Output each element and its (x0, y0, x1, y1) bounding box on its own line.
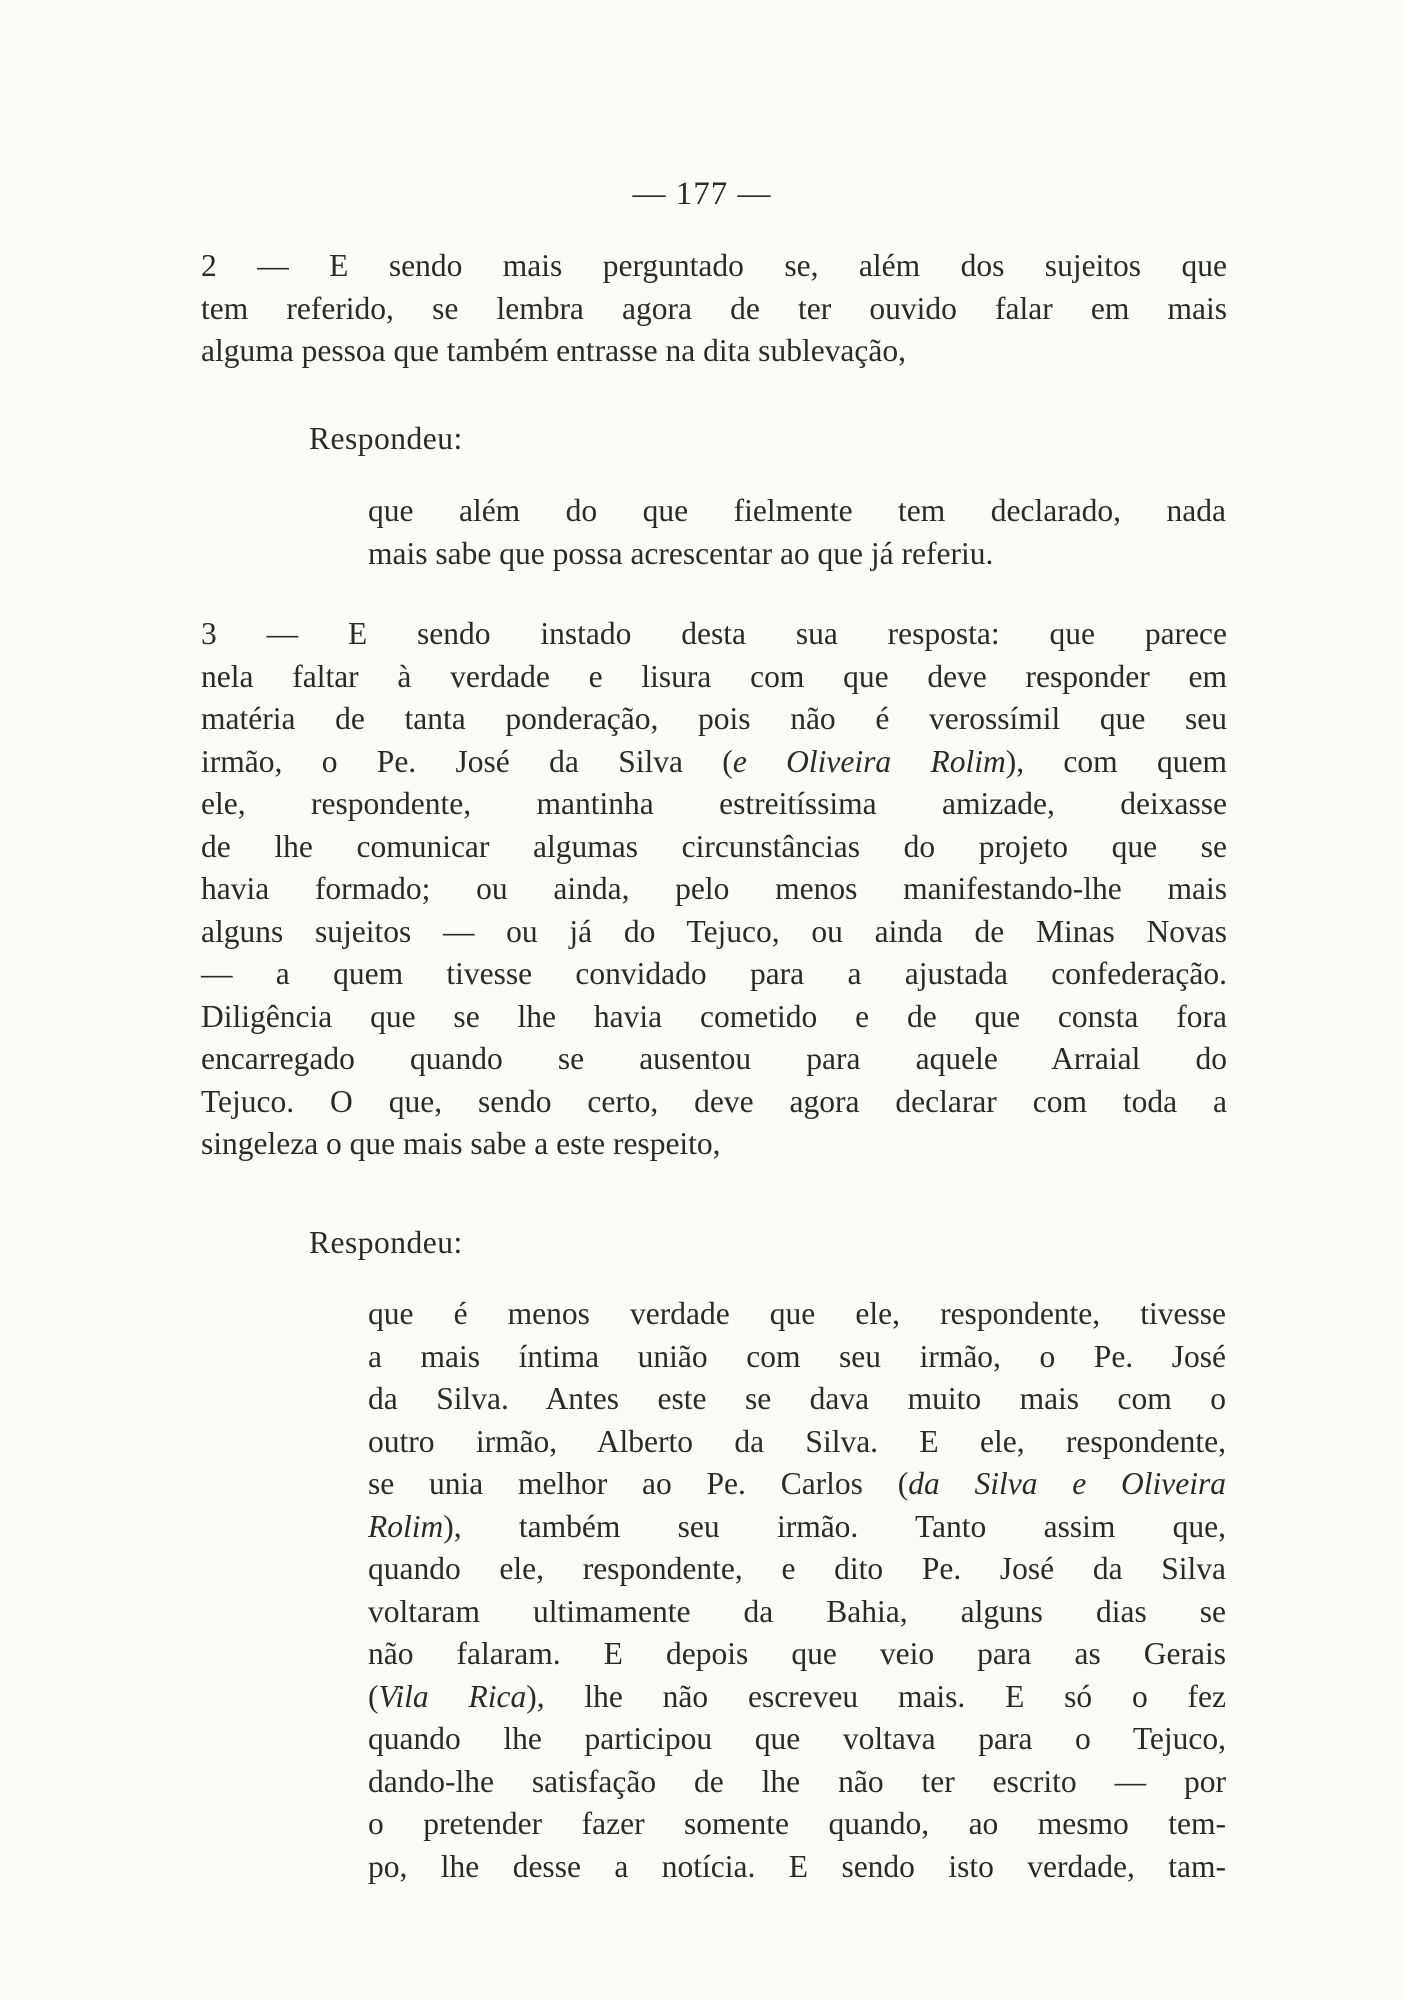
text-line: a mais íntima união com seu irmão, o Pe. José (368, 1338, 1226, 1374)
text-line: 3 — E sendo instado desta sua resposta: que parece (201, 616, 1227, 651)
text-line: nela faltar à verdade e lisura com que deve responder em (201, 658, 1227, 694)
text-line: voltaram ultimamente da Bahia, alguns dias se (368, 1593, 1226, 1629)
text-line: matéria de tanta ponderação, pois não é verossímil que seu (201, 701, 1227, 736)
text-line: encarregado quando se ausentou para aquele Arraial do (201, 1041, 1227, 1076)
text-line: outro irmão, Alberto da Silva. E ele, respondente, (368, 1423, 1226, 1459)
italic-name: da Silva e Oliveira (908, 1466, 1226, 1501)
italic-place: Vila Rica (378, 1678, 527, 1714)
text-line: 2 — E sendo mais perguntado se, além dos sujeitos que (201, 248, 1227, 283)
text-segment: ), também seu irmão. Tanto assim que, (443, 1508, 1226, 1544)
text-line: quando lhe participou que voltava para o Tejuco, (368, 1721, 1226, 1756)
text-line: singeleza o que mais sabe a este respeito, (201, 1126, 721, 1161)
text-segment: ), lhe não escreveu mais. E só o fez (526, 1678, 1226, 1714)
text-line: não falaram. E depois que veio para as Gerais (368, 1636, 1226, 1671)
text-line: Tejuco. O que, sendo certo, deve agora declarar com toda a (201, 1083, 1227, 1119)
text-line: po, lhe desse a notícia. E sendo isto verdade, tam- (368, 1848, 1226, 1884)
text-line: mais sabe que possa acrescentar ao que já referiu. (368, 535, 994, 571)
text-line: da Silva. Antes este se dava muito mais com o (368, 1381, 1226, 1416)
response-1-paragraph (368, 490, 1226, 575)
italic-name: e Oliveira Rolim (732, 743, 1006, 779)
text-line: Diligência que se lhe havia cometido e de que consta fora (201, 998, 1227, 1034)
text-line: que é menos verdade que ele, respondente, tivesse (368, 1296, 1226, 1331)
response-2-label: Respondeu: (309, 1225, 463, 1260)
text-line (368, 1463, 1226, 1506)
text-line: alguma pessoa que também entrasse na dita sublevação, (201, 333, 906, 368)
question-2-paragraph (201, 245, 1227, 373)
text-line: alguns sujeitos — ou já do Tejuco, ou ainda de Minas Novas (201, 913, 1227, 949)
page-number: — 177 — (632, 176, 772, 212)
text-segment: ( (368, 1678, 379, 1714)
text-line: — a quem tivesse convidado para a ajustada confederação. (201, 956, 1227, 991)
text-segment: ), com quem (1005, 743, 1227, 779)
text-line: que além do que fielmente tem declarado, nada (368, 493, 1226, 528)
text-line: quando ele, respondente, e dito Pe. José da Silva (368, 1551, 1226, 1586)
text-line: havia formado; ou ainda, pelo menos manifestando-lhe mais (201, 871, 1227, 906)
text-line: de lhe comunicar algumas circunstâncias do projeto que se (201, 828, 1227, 864)
text-line (368, 1676, 1226, 1719)
text-segment: irmão, o Pe. José da Silva ( (201, 743, 733, 779)
response-1-label: Respondeu: (309, 421, 463, 456)
italic-name: Rolim (368, 1508, 444, 1544)
question-3-paragraph (201, 613, 1227, 1166)
text-line (368, 1506, 1226, 1549)
text-line: ele, respondente, mantinha estreitíssima amizade, deixasse (201, 786, 1227, 821)
text-segment: se unia melhor ao Pe. Carlos ( (368, 1466, 909, 1501)
text-line: o pretender fazer somente quando, ao mesmo tem- (368, 1806, 1226, 1841)
text-line: tem referido, se lembra agora de ter ouvido falar em mais (201, 290, 1227, 326)
text-line: dando-lhe satisfação de lhe não ter escrito — por (368, 1763, 1226, 1799)
response-2-paragraph (368, 1293, 1226, 1888)
text-line (201, 741, 1227, 784)
